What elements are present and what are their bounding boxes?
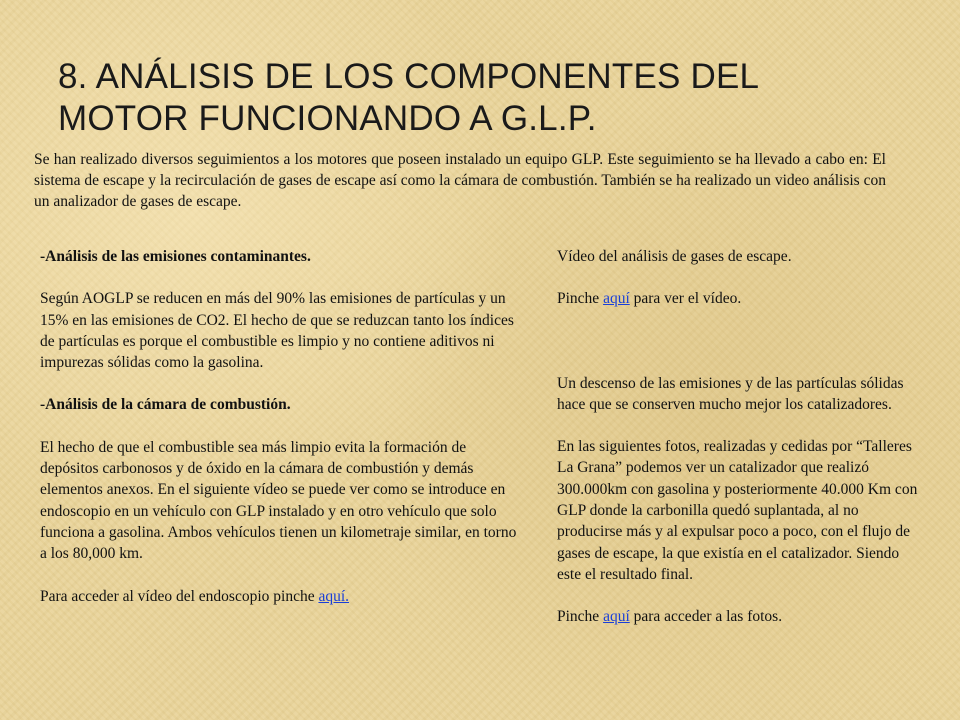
- intro-paragraph: Se han realizado diversos seguimientos a los motores que poseen instalado un equipo GLP. Este seguimiento se ha llevado a cabo en: El sistema de escape y la recirculación de gases de escape así como la cámara de combustión. También se ha realizado un video análisis con un analizador de gases de escape.: [34, 151, 886, 210]
- exhaust-video-prefix: Pinche: [557, 290, 604, 308]
- exhaust-video-link[interactable]: aquí: [603, 290, 630, 308]
- slide-title: [58, 56, 878, 140]
- photos-suffix: para acceder a las fotos.: [629, 608, 783, 626]
- photos-link[interactable]: aquí: [603, 608, 630, 626]
- emissions-paragraph: Según AOGLP se reducen en más del 90% las emisiones de partículas y un 15% en las emisiones de CO2. El hecho de que se reduzcan tanto los índices de partículas es porque el combustible es limpio y no contiene aditivos ni impurezas sólidas como la gasolina.: [40, 290, 514, 372]
- exhaust-video-title: Vídeo del análisis de gases de escape.: [557, 248, 792, 265]
- catalyst-paragraph: Un descenso de las emisiones y de las partículas sólidas hace que se conserven mucho mejor los catalizadores.: [557, 374, 904, 413]
- slide-title-line-2: MOTOR FUNCIONANDO A G.L.P.: [58, 99, 597, 138]
- exhaust-video-suffix: para ver el vídeo.: [629, 290, 742, 308]
- combustion-paragraph: El hecho de que el combustible sea más limpio evita la formación de depósitos carbonosos y de óxido en la cámara de combustión y demás elementos anexos. En el siguiente vídeo se puede ver como se introduce en endoscopio en un vehículo con GLP instalado y en otro vehículo que solo funciona a gasolina. Ambos vehículos tienen un kilometraje similar, en torno a los 80,000 km.: [40, 438, 517, 563]
- exhaust-video-line: [557, 288, 927, 309]
- endoscope-video-link[interactable]: aquí.: [318, 587, 350, 605]
- photos-access-line: [557, 606, 927, 627]
- photos-prefix: Pinche: [557, 608, 604, 626]
- right-column: [557, 246, 927, 628]
- slide-title-line-1: 8. ANÁLISIS DE LOS COMPONENTES DEL: [58, 57, 760, 96]
- left-column: [40, 246, 520, 607]
- emissions-heading: -Análisis de las emisiones contaminantes.: [40, 248, 311, 265]
- photos-description-paragraph: En las siguientes fotos, realizadas y cedidas por “Talleres La Grana” podemos ver un catalizador que realizó 300.000km con gasolina y posteriormente 40.000 Km con GLP donde la carbonilla quedó suplantada, al no producirse más y al expulsar poco a poco, con el flujo de gases de escape, la que existía en el catalizador. Siendo este el resultado final.: [557, 438, 918, 583]
- combustion-heading: -Análisis de la cámara de combustión.: [40, 396, 291, 414]
- endoscope-access-line: [40, 586, 520, 607]
- endoscope-access-text: Para acceder al vídeo del endoscopio pinche: [40, 587, 319, 605]
